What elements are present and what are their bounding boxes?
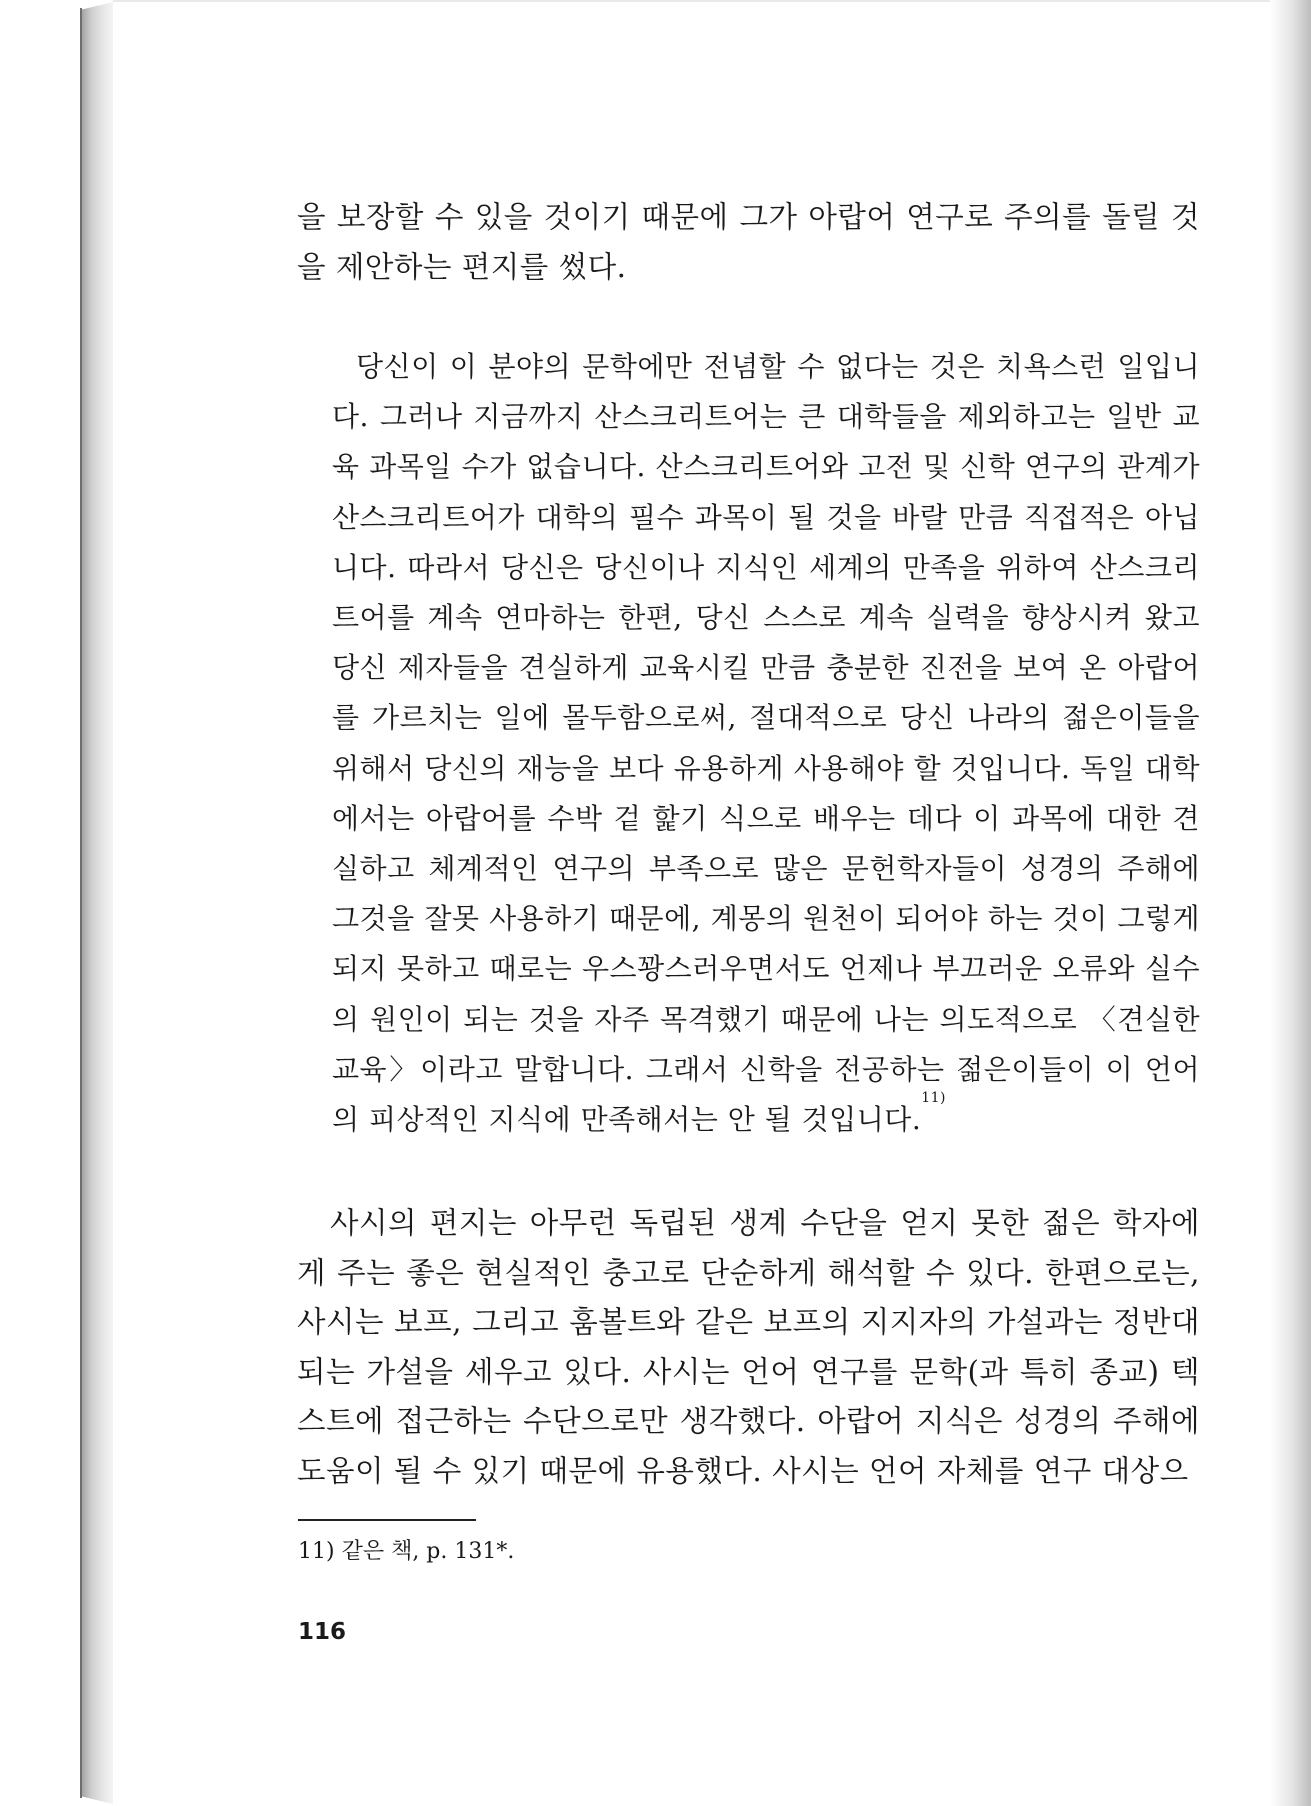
quote-text: 당신이 이 분야의 문학에만 전념할 수 없다는 것은 치욕스런 일입니다. 그러나 지금까지 산스크리트어는 큰 대학들을 제외하고는 일반 교육 과목일 수가 없습니다. 산스크리트어와 고전 및 신학 연구의 관계가 산스크리트어가 대학의 필수 과목이 될 것을 바랄 만큼 직접적은 아닙니다. 따라서 당신은 당신이나 지식인 세계의 만족을 위하여 산스크리트어를 계속 연마하는 한편, 당신 스스로 계속 실력을 향상시켜 왔고 당신 제자들을 견실하게 교육시킬 만큼 충분한 진전을 보여 온 아랍어를 가르치는 일에 몰두함으로써, 절대적으로 당신 나라의 젊은이들을 위해서 당신의 재능을 보다 유용하게 사용해야 할 것입니다. 독일 대학에서는 아랍어를 수박 겉 핥기 식으로 배우는 데다 이 과목에 대한 견실하고 체계적인 연구의 부족으로 많은 문헌학자들이 성경의 주해에 그것을 잘못 사용하기 때문에, 계몽의 원천이 되어야 하는 것이 그렇게 되지 못하고 때로는 우스꽝스러우면서도 언제나 부끄러운 오류와 실수의 원인이 되는 것을 자주 목격했기 때문에 나는 의도적으로 〈견실한 교육〉이라고 말합니다. 그래서 신학을 전공하는 젊은이들이 이 언어의 피상적인 지식에 만족해서는 안 될 것입니다. bbox=[332, 350, 1200, 1137]
footnote-divider bbox=[298, 1519, 476, 1521]
block-quote bbox=[332, 342, 1200, 1145]
page-edge-shadow bbox=[1270, 0, 1311, 1806]
paragraph-top: 을 보장할 수 있을 것이기 때문에 그가 아랍어 연구로 주의를 돌릴 것을 제안하는 편지를 썼다. bbox=[297, 200, 1200, 284]
paragraph-main: 사시의 편지는 아무런 독립된 생계 수단을 얻지 못한 젊은 학자에게 주는 좋은 현실적인 충고로 단순하게 해석할 수 있다. 한편으로는, 사시는 보프, 그리고 훔볼트와 같은 보프의 지지자의 가설과는 정반대되는 가설을 세우고 있다. 사시는 언어 연구를 문학(과 특히 종교) 텍스트에 접근하는 수단으로만 생각했다. 아랍어 지식은 성경의 주해에 도움이 될 수 있기 때문에 유용했다. 사시는 언어 자체를 연구 대상으 bbox=[297, 1206, 1200, 1488]
page-number: 116 bbox=[298, 1619, 347, 1645]
footnote-reference: 11) bbox=[921, 1090, 946, 1107]
spine-edge-line bbox=[80, 8, 82, 1798]
book-spine bbox=[80, 2, 113, 1804]
footnote: 11) 같은 책, p. 131*. bbox=[298, 1539, 515, 1564]
